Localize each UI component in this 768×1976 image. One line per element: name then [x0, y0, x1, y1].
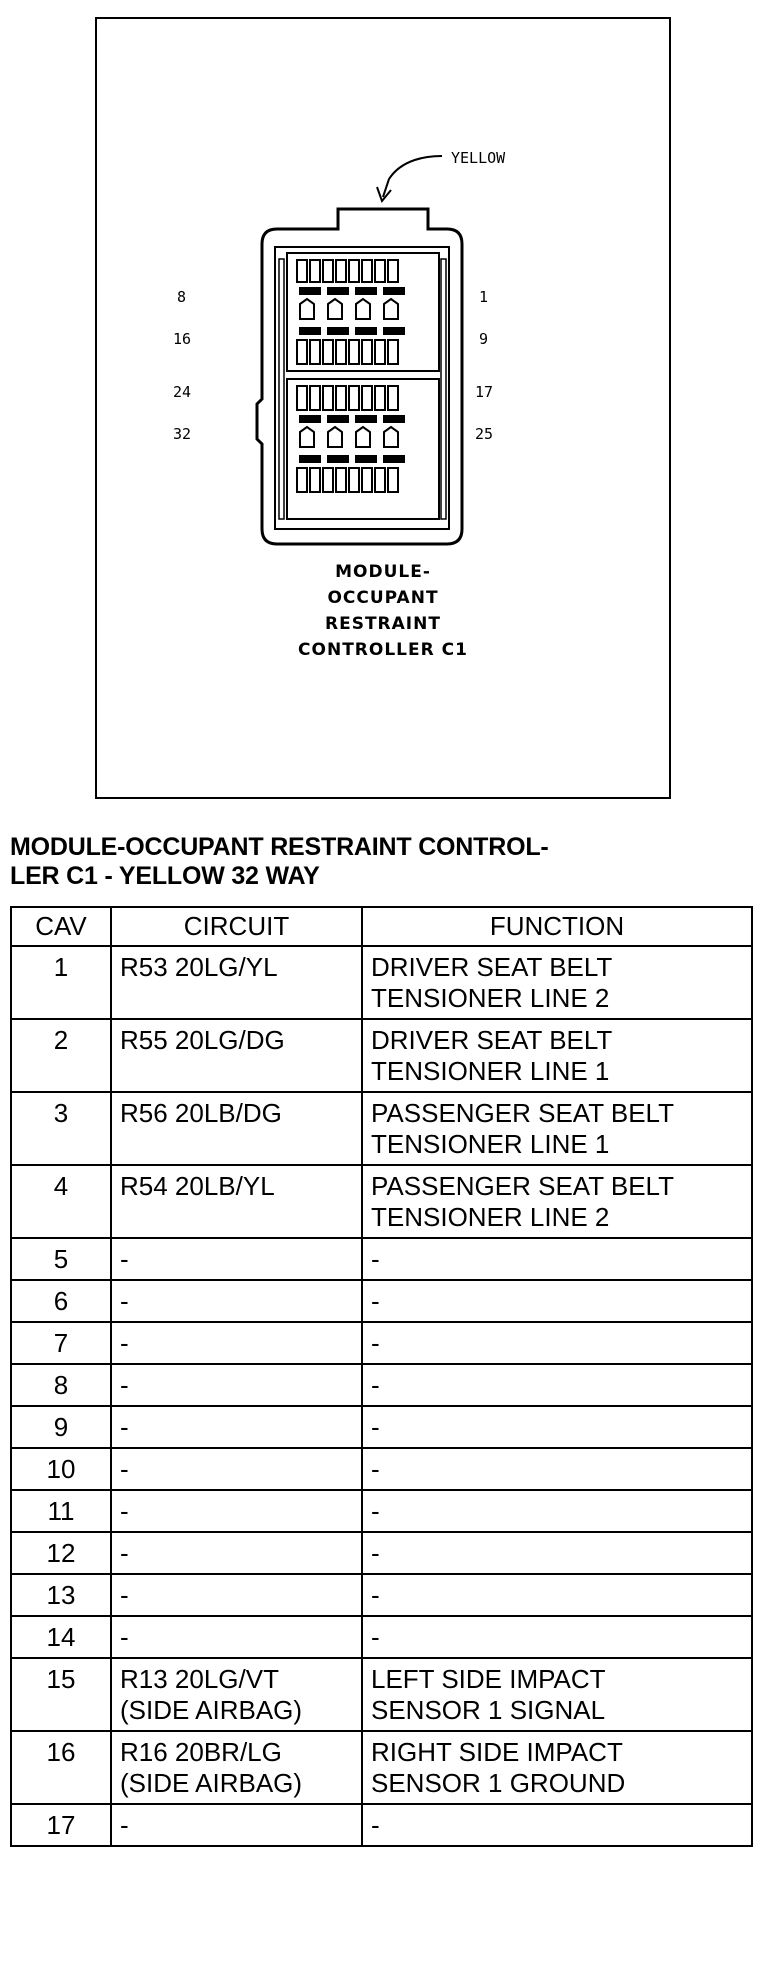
lower-terminal-row-2: [297, 468, 398, 492]
cell-function: [362, 1165, 752, 1238]
cell-circuit: [111, 1019, 362, 1092]
cell-function-line: LEFT SIDE IMPACT: [371, 1664, 606, 1694]
cell-function: [362, 1322, 752, 1364]
cell-cav: 15: [11, 1658, 111, 1731]
cell-circuit-line: R54 20LB/YL: [120, 1171, 275, 1201]
cell-function-line: -: [371, 1622, 380, 1652]
cell-function: [362, 1448, 752, 1490]
cell-circuit-line: (SIDE AIRBAG): [120, 1695, 303, 1725]
callout-leader: [383, 156, 442, 197]
cell-circuit-line: -: [120, 1622, 129, 1652]
cell-function: [362, 1280, 752, 1322]
cell-circuit: [111, 1448, 362, 1490]
lower-small-tabs-1: [299, 415, 405, 423]
cell-circuit-line: (SIDE AIRBAG): [120, 1768, 303, 1798]
cell-circuit-line: R56 20LB/DG: [120, 1098, 282, 1128]
cell-function: [362, 1616, 752, 1658]
cell-function-line: -: [371, 1412, 380, 1442]
cell-function: [362, 1092, 752, 1165]
cell-circuit-line: R16 20BR/LG: [120, 1737, 282, 1767]
cell-function-line: -: [371, 1538, 380, 1568]
cell-function-line: -: [371, 1454, 380, 1484]
cell-function-line: PASSENGER SEAT BELT: [371, 1171, 674, 1201]
cell-function: [362, 1731, 752, 1804]
cell-cav: 2: [11, 1019, 111, 1092]
cell-circuit: [111, 1658, 362, 1731]
pin-label-9: 9: [479, 330, 489, 348]
cell-function-line: PASSENGER SEAT BELT: [371, 1098, 674, 1128]
cell-circuit-line: -: [120, 1328, 129, 1358]
cell-function: [362, 1804, 752, 1846]
table-row: [11, 1019, 752, 1092]
cell-function: [362, 1490, 752, 1532]
cell-circuit-line: R55 20LG/DG: [120, 1025, 285, 1055]
cell-cav: 13: [11, 1574, 111, 1616]
cell-function-line: DRIVER SEAT BELT: [371, 1025, 613, 1055]
cell-circuit: [111, 1574, 362, 1616]
cell-circuit-line: R53 20LG/YL: [120, 952, 278, 982]
cell-function: [362, 946, 752, 1019]
cell-circuit-line: -: [120, 1580, 129, 1610]
cell-circuit: [111, 1364, 362, 1406]
cell-function-line: -: [371, 1370, 380, 1400]
cell-function: [362, 1238, 752, 1280]
cell-function-line: -: [371, 1580, 380, 1610]
pin-label-17: 17: [475, 383, 494, 401]
pinout-table: [10, 906, 753, 1847]
lower-terminal-row-1: [297, 386, 398, 410]
cell-cav: 3: [11, 1092, 111, 1165]
header-function: FUNCTION: [362, 907, 752, 946]
cell-cav: 12: [11, 1532, 111, 1574]
cell-circuit-line: -: [120, 1412, 129, 1442]
cell-circuit-line: -: [120, 1810, 129, 1840]
figure-title-line-1: MODULE-: [335, 562, 431, 582]
table-row: [11, 1658, 752, 1731]
table-header-row: [11, 907, 752, 946]
table-row: [11, 1364, 752, 1406]
cell-circuit: [111, 1165, 362, 1238]
table-row: [11, 1322, 752, 1364]
cell-function-line: DRIVER SEAT BELT: [371, 952, 613, 982]
table-title-line-1: MODULE-OCCUPANT RESTRAINT CONTROL-: [10, 833, 549, 861]
upper-terminal-row-2: [297, 340, 398, 364]
pin-label-16: 16: [173, 330, 192, 348]
connector-drawing: [97, 19, 669, 797]
cell-cav: 17: [11, 1804, 111, 1846]
cell-circuit: [111, 1731, 362, 1804]
cell-cav: 9: [11, 1406, 111, 1448]
table-row: [11, 1280, 752, 1322]
cell-function-line: -: [371, 1810, 380, 1840]
cell-function-line: -: [371, 1244, 380, 1274]
cell-cav: 10: [11, 1448, 111, 1490]
cell-circuit: [111, 1532, 362, 1574]
cell-function: [362, 1532, 752, 1574]
cell-circuit-line: R13 20LG/VT: [120, 1664, 279, 1694]
header-cav: CAV: [11, 907, 111, 946]
cell-cav: 16: [11, 1731, 111, 1804]
table-row: [11, 1532, 752, 1574]
cell-function-line: SENSOR 1 SIGNAL: [371, 1695, 606, 1725]
cell-function: [362, 1406, 752, 1448]
table-row: [11, 946, 752, 1019]
figure-title: [97, 559, 669, 663]
pin-label-1: 1: [479, 288, 489, 306]
cell-function-line: TENSIONER LINE 1: [371, 1056, 610, 1086]
figure-title-line-4: CONTROLLER C1: [298, 640, 468, 660]
cell-circuit: [111, 1616, 362, 1658]
pin-label-25: 25: [475, 425, 494, 443]
cell-cav: 11: [11, 1490, 111, 1532]
cell-circuit: [111, 1406, 362, 1448]
table-row: [11, 1616, 752, 1658]
table-row: [11, 1406, 752, 1448]
cell-function: [362, 1574, 752, 1616]
cell-function-line: TENSIONER LINE 2: [371, 983, 610, 1013]
wire-color-label: YELLOW: [451, 149, 506, 167]
table-row: [11, 1165, 752, 1238]
pin-label-8: 8: [177, 288, 187, 306]
table-row: [11, 1092, 752, 1165]
figure-title-line-3: RESTRAINT: [325, 614, 441, 634]
table-title-line-2: LER C1 - YELLOW 32 WAY: [10, 862, 320, 890]
cell-function: [362, 1364, 752, 1406]
cell-cav: 6: [11, 1280, 111, 1322]
left-latch: [279, 259, 284, 519]
table-body: [11, 946, 752, 1846]
table-row: [11, 1574, 752, 1616]
table-row: [11, 1731, 752, 1804]
cell-circuit: [111, 1490, 362, 1532]
upper-small-tabs-1: [299, 287, 405, 295]
cell-cav: 7: [11, 1322, 111, 1364]
table-row: [11, 1448, 752, 1490]
upper-cavity-shapes: [300, 299, 398, 319]
cell-cav: 14: [11, 1616, 111, 1658]
cell-circuit-line: -: [120, 1370, 129, 1400]
cell-circuit-line: -: [120, 1244, 129, 1274]
cell-function-line: TENSIONER LINE 1: [371, 1129, 610, 1159]
cell-cav: 8: [11, 1364, 111, 1406]
table-row: [11, 1490, 752, 1532]
cell-function: [362, 1658, 752, 1731]
cell-cav: 5: [11, 1238, 111, 1280]
cell-circuit: [111, 1238, 362, 1280]
cell-function: [362, 1019, 752, 1092]
figure-title-line-2: OCCUPANT: [327, 588, 439, 608]
cell-circuit-line: -: [120, 1496, 129, 1526]
cell-circuit-line: -: [120, 1454, 129, 1484]
pin-label-24: 24: [173, 383, 192, 401]
table-row: [11, 1238, 752, 1280]
lower-cavity-shapes: [300, 427, 398, 447]
cell-function-line: SENSOR 1 GROUND: [371, 1768, 626, 1798]
table-row: [11, 1804, 752, 1846]
connector-figure: [95, 17, 671, 799]
upper-small-tabs-2: [299, 327, 405, 335]
table-title: [10, 833, 750, 891]
cell-function-line: TENSIONER LINE 2: [371, 1202, 610, 1232]
cell-function-line: -: [371, 1328, 380, 1358]
cell-function-line: RIGHT SIDE IMPACT: [371, 1737, 623, 1767]
cell-function-line: -: [371, 1286, 380, 1316]
cell-cav: 1: [11, 946, 111, 1019]
cell-circuit-line: -: [120, 1286, 129, 1316]
cell-circuit: [111, 1804, 362, 1846]
cell-circuit: [111, 1280, 362, 1322]
lower-small-tabs-2: [299, 455, 405, 463]
cell-circuit: [111, 946, 362, 1019]
pin-label-32: 32: [173, 425, 192, 443]
header-circuit: CIRCUIT: [111, 907, 362, 946]
right-latch: [441, 259, 446, 519]
cell-circuit: [111, 1322, 362, 1364]
upper-terminal-row-1: [297, 260, 398, 282]
cell-cav: 4: [11, 1165, 111, 1238]
cell-circuit: [111, 1092, 362, 1165]
cell-circuit-line: -: [120, 1538, 129, 1568]
cell-function-line: -: [371, 1496, 380, 1526]
